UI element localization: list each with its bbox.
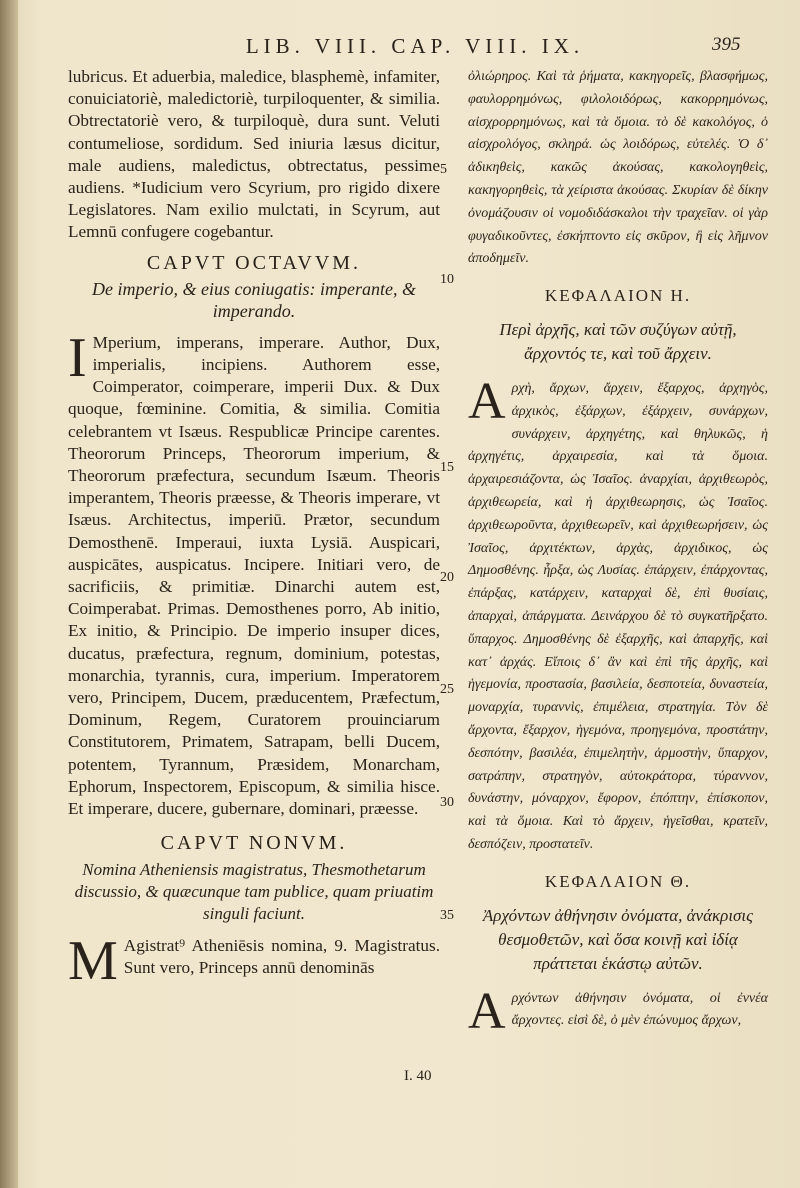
greek-paragraph-3-text: ρχόντων ἀθήνησιν ὀνόματα, οἱ ἐννέα ἄρχοντες. εἰσὶ δὲ, ὁ μὲν ἐπώνυμος ἄρχων, <box>511 990 768 1029</box>
greek-paragraph-3 <box>468 982 768 1040</box>
line-number: 5 <box>440 162 447 177</box>
page-number: 395 <box>712 34 741 55</box>
line-number: 35 <box>440 908 454 923</box>
latin-paragraph-1: lubricus. Et aduerbia, maledice, blasphemè, infamiter, conuiciatoriè, maledictoriè, turpiloquenter, & similia. Obtrectatoriè vero, & turpiloquè, dura sunt. Veluti contumeliose, sordidum. Sed iniuria læsus dicitur, male audiens, maledictus, obtrectatus, pessime audiens. *Iudicium vero Scyrium, pro rigido dixere Legislatores. Nam exilio mulctati, in Scyrum, aut Lemnū confugere cogebantur. <box>68 67 440 242</box>
greek-paragraph-2-text: ρχὴ, ἄρχων, ἄρχειν, ἔξαρχος, ἀρχηγὸς, ἀρχικὸς, ἐξάρχων, ἐξάρχειν, συνάρχων, συνάρχειν, ἀρχηγέτης, καὶ θηλυκῶς, ἡ ἀρχηγέτις, ἀρχαιρεσία, καὶ τὰ ὅμοια. ἀρχαιρεσιάζοντα, ὡς Ἰσαῖος. ἀναρχίαι, ἀρχιθεωρὸς, ἀρχιθεωρεία, καὶ ἡ ἀρχιθεωρησις, ὡς Ἰσαῖος. ἀρχιθεωροῦντα, ἀρχιθεωρεῖν, καὶ ἀρχιθεωρήσειν, ὡς Ἰσαῖος, ἀρχιτέκτων, ἀρχὰς, ἀρχιδικος, ὡς Δημοσθένης. ἦρξα, ὡς Λυσίας. ἐπάρχειν, ἐπάρχοντας, ἐπάρξας, κατάρχειν, καταρχαὶ δὲ, ἐπὶ θυσίαις, ἀπαρχαὶ, ἀπάργματα. Δεινάρχου δὲ τὸ συγκατῆρξατο. ὕπαρχος. Δημοσθένης δὲ ἐξαρχῆς, καὶ ἀπαρχῆς, καὶ κατ᾽ ἀρχάς. Εἴποις δ᾽ ἂν καὶ ἐπὶ τῆς ἀρχῆς, καὶ ἡγεμονία, προστασία, βασιλεία, δεσποτεία, δυναστεία, μοναρχία, τυραννὶς, ἐπιμέλεια, στρατηγία. Τὸν δὲ ἄρχοντα, ἔξαρχον, ἡγεμόνα, προηγεμόνα, προστάτην, δεσπότην, βασιλέα, ἐπιμελητὴν, ἁρμοστὴν, ὕπαρχον, σατράπην, στρατηγὸν, αὐτοκράτορα, τύραννον, δυνάστην, μόναρχον, ἔφορον, ἐπόπτην, ἐπίσκοπον, καὶ τὰ ὅμοια. Καὶ τὸ ἄρχειν, ἡγεῖσθαι, κρατεῖν, δεσπόζειν, προστατεῖν. <box>468 380 768 852</box>
chapter-subtitle-9: Nomina Atheniensis magistratus, Thesmothetarum discussio, & quæcunque tam publice, quam priuatim singuli faciunt. <box>74 859 434 923</box>
drop-capital: Α <box>468 372 506 430</box>
line-number: 15 <box>440 460 454 475</box>
line-number: 20 <box>440 570 454 585</box>
line-number: 30 <box>440 795 454 810</box>
kephalaion-subtitle-9: Ἀρχόντων ἀθήνησιν ὀνόματα, ἀνάκρισις θεσμοθετῶν, καὶ ὅσα κοινῇ καὶ ἰδίᾳ πράττεται ἑκάστῳ αὐτῶν. <box>482 905 754 973</box>
latin-column <box>68 66 440 992</box>
latin-paragraph-3 <box>68 929 440 992</box>
latin-paragraph-2-text: Mperium, imperans, imperare. Author, Dux, imperialis, incipiens. Authorem esse, Coimperator, coimperare, imperii Dux. & Dux quoque, fœminine. Comitia, & similia. Comitia celebrantem vt Isæus. Respublicæ Principe carentes. Theororum Princeps, Theororum imperium, & Theororum præfectura, secundum Isæum. Theoris imperantem, Theoris præesse, & Theoris imperare, vt Isæus. Architectus, imperiū. Prætor, secundum Demosthenē. Imperaui, iuxta Lysiā. Auspicari, auspicātes, auspicatus. Incipere. Initiari vero, de sacrificiis, & primitiæ. Dinarchi autem est, Coimperabat. Primas. Demosthenes porro, Ab initio, Ex initio, & Principio. De imperio insuper dices, ducatus, præfectura, regnum, dominium, potestas, monarchia, tyrannis, cura, imperium. Imperatorem vero, Principem, Ducem, præducentem, Præfectum, Dominum, Regem, Curatorem prouinciarum Constitutorem, Primatem, Satrapam, belli Ducem, potentem, Tyrannum, Præsidem, Monarcham, Ephorum, Inspectorem, Episcopum, & similia hisce. Et imperare, ducere, gubernare, dominari, præesse. <box>68 332 440 819</box>
page-gutter <box>0 0 18 1188</box>
kephalaion-heading-8: ΚΕΦΑΛΑΙΟΝ Η. <box>544 286 692 306</box>
greek-paragraph-1: ὀλιώρηρος. Καὶ τὰ ῥήματα, κακηγορεῖς, βλασφήμως, φαυλορρημόνως, φιλολοιδόρως, κακορρημόνως, αἰσχρορρημόνως, καὶ τὰ ὅμοια. τὸ δὲ κακολόγος, ὁ αἰσχρολόγος, σκληρά. ὡς λοιδόρως, εὐτελές. Ὁ δ᾽ ἀδικηθεὶς, κακῶς ἀκούσας, κακολογηθεὶς, κακηγορηθεὶς, τὰ χείριστα ἀκούσας. Σκυρίαν δὲ δίκην ὀνομάζουσιν οἱ νομοδιδάσκαλοι τὴν τραχεῖαν. οἱ γὰρ φυγαδικοῦντες, ἐσκήπτοντο εἰς σκῦρον, ἢ εἰς λῆμνον ἀποδημεῖν. <box>468 69 768 267</box>
greek-paragraph-2 <box>468 372 768 857</box>
greek-column <box>468 66 768 1040</box>
kephalaion-subtitle-8: Περὶ ἀρχῆς, καὶ τῶν συζύγων αὐτῇ, ἄρχοντός τε, καὶ τοῦ ἄρχειν. <box>499 319 737 363</box>
running-head: LIB. VIII. CAP. VIII. IX. <box>245 34 585 58</box>
chapter-subtitle-8: De imperio, & eius coniugatis: imperante, & imperando. <box>92 278 416 321</box>
chapter-heading-9: CAPVT NONVM. <box>160 832 348 855</box>
latin-paragraph-2 <box>68 326 440 820</box>
line-number: 10 <box>440 272 454 287</box>
latin-paragraph-3-text: Agistrat⁹ Atheniēsis nomina, 9. Magistratus. Sunt vero, Princeps annū denominās <box>123 935 440 977</box>
kephalaion-heading-9: ΚΕΦΑΛΑΙΟΝ Θ. <box>544 871 692 891</box>
drop-capital: M <box>68 929 118 992</box>
drop-capital: Α <box>468 982 506 1040</box>
margin-line-number: I. 40 <box>404 1068 432 1084</box>
chapter-heading-8: CAPVT OCTAVVM. <box>146 251 362 274</box>
line-number: 25 <box>440 682 454 697</box>
drop-capital: I <box>68 326 87 389</box>
